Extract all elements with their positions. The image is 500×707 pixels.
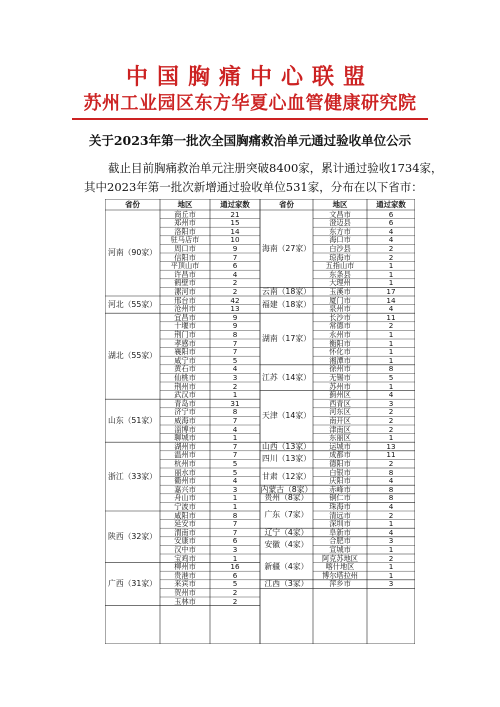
region-cell: 西青区 xyxy=(329,399,351,408)
count-cell: 5 xyxy=(232,468,238,477)
count-cell: 2 xyxy=(388,321,394,331)
count-cell: 1 xyxy=(232,554,238,563)
table-header-0: 省份 xyxy=(125,199,140,209)
count-cell: 1 xyxy=(232,390,238,400)
count-cell: 13 xyxy=(386,442,396,451)
count-cell: 3 xyxy=(388,399,394,408)
province-cell: 湖南（17家） xyxy=(262,334,311,344)
count-cell: 1 xyxy=(388,545,394,554)
region-cell: 深圳市 xyxy=(329,519,351,529)
count-cell: 7 xyxy=(232,339,238,348)
region-cell: 宝鸡市 xyxy=(174,554,196,563)
region-cell: 衡阳市 xyxy=(329,339,351,348)
region-cell: 贵港市 xyxy=(174,571,196,580)
region-cell: 铜仁市 xyxy=(329,493,351,503)
region-cell: 河东区 xyxy=(329,407,351,417)
region-cell: 东方市 xyxy=(329,227,351,236)
region-cell: 长沙市 xyxy=(329,313,351,322)
count-cell: 1 xyxy=(388,433,394,443)
region-cell: 苏州市 xyxy=(329,382,351,391)
count-cell: 2 xyxy=(232,597,238,606)
count-cell: 1 xyxy=(388,356,394,365)
region-cell: 庆阳市 xyxy=(329,476,351,486)
province-cell: 浙江（33家） xyxy=(108,471,157,481)
count-cell: 1 xyxy=(388,519,394,529)
province-cell: 广西（31家） xyxy=(108,579,157,589)
count-cell: 5 xyxy=(232,579,238,589)
region-cell: 舟山市 xyxy=(174,493,196,503)
region-cell: 大理州 xyxy=(329,278,351,288)
region-cell: 洛阳市 xyxy=(174,227,196,236)
count-cell: 14 xyxy=(386,296,396,305)
count-cell: 4 xyxy=(388,502,394,511)
region-cell: 泉州市 xyxy=(329,304,351,314)
count-cell: 3 xyxy=(232,373,238,382)
region-cell: 黄石市 xyxy=(174,364,196,374)
region-cell: 澄迈县 xyxy=(329,218,351,228)
region-cell: 运城市 xyxy=(329,442,351,451)
count-cell: 7 xyxy=(232,347,238,357)
region-cell: 十堰市 xyxy=(174,321,196,331)
province-cell: 海南（27家） xyxy=(262,243,311,253)
count-cell: 4 xyxy=(388,304,394,314)
region-cell: 阿克苏地区 xyxy=(322,554,358,563)
region-cell: 清远市 xyxy=(329,511,351,520)
count-cell: 2 xyxy=(388,554,394,563)
count-cell: 5 xyxy=(232,459,238,468)
region-cell: 文昌市 xyxy=(329,210,351,219)
count-cell: 5 xyxy=(232,356,238,365)
count-cell: 1 xyxy=(388,261,394,271)
count-cell: 6 xyxy=(388,218,394,228)
count-cell: 2 xyxy=(388,511,394,520)
region-cell: 平顶山市 xyxy=(170,261,200,271)
count-cell: 3 xyxy=(388,536,394,546)
region-cell: 信阳市 xyxy=(174,253,196,262)
region-cell: 琼海市 xyxy=(329,253,351,262)
province-cell: 山东（51家） xyxy=(108,415,157,425)
province-cell: 湖北（55家） xyxy=(108,351,157,361)
province-cell: 贵州（8家） xyxy=(264,493,309,503)
count-cell: 1 xyxy=(388,339,394,348)
count-cell: 17 xyxy=(386,287,396,296)
count-cell: 1 xyxy=(388,562,394,572)
count-cell: 16 xyxy=(230,562,240,572)
count-cell: 1 xyxy=(388,571,394,580)
province-cell: 河南（90家） xyxy=(108,248,157,258)
region-cell: 延安市 xyxy=(174,519,196,529)
region-cell: 襄阳市 xyxy=(174,347,196,357)
count-cell: 6 xyxy=(232,261,238,271)
region-cell: 驻马店市 xyxy=(170,235,200,245)
province-cell: 江苏（14家） xyxy=(262,372,311,382)
province-cell: 甘肃（12家） xyxy=(262,471,311,481)
province-cell: 天津（14家） xyxy=(262,411,311,421)
count-cell: 6 xyxy=(232,571,238,580)
region-cell: 商丘市 xyxy=(174,210,196,219)
count-cell: 2 xyxy=(388,425,394,434)
count-cell: 7 xyxy=(232,450,238,460)
region-cell: 怀化市 xyxy=(329,347,351,357)
count-cell: 10 xyxy=(230,235,240,245)
count-cell: 6 xyxy=(232,536,238,546)
region-cell: 安康市 xyxy=(174,536,196,546)
count-cell: 7 xyxy=(232,519,238,529)
region-cell: 济宁市 xyxy=(174,407,196,417)
header-divider xyxy=(72,118,428,120)
count-cell: 4 xyxy=(388,227,394,236)
region-cell: 漯河市 xyxy=(174,287,196,296)
province-cell: 新疆（4家） xyxy=(264,562,309,571)
region-cell: 淄博市 xyxy=(174,425,196,434)
count-cell: 1 xyxy=(388,270,394,279)
count-cell: 7 xyxy=(232,528,238,537)
region-cell: 白沙县 xyxy=(329,244,351,253)
count-cell: 5 xyxy=(388,373,394,382)
table-header-5: 通过家数 xyxy=(376,199,406,209)
count-cell: 4 xyxy=(388,476,394,486)
count-cell: 1 xyxy=(388,382,394,391)
count-cell: 6 xyxy=(388,210,394,219)
province-table xyxy=(105,199,415,644)
count-cell: 1 xyxy=(232,502,238,511)
count-cell: 13 xyxy=(230,304,240,314)
region-cell: 宜昌市 xyxy=(174,313,196,322)
province-cell: 安徽（4家） xyxy=(264,540,309,550)
count-cell: 3 xyxy=(232,485,238,494)
region-cell: 常德市 xyxy=(329,321,351,331)
count-cell: 2 xyxy=(232,588,238,597)
count-cell: 8 xyxy=(232,407,238,417)
count-cell: 1 xyxy=(388,347,394,357)
count-cell: 4 xyxy=(232,425,238,434)
count-cell: 2 xyxy=(388,253,394,262)
count-cell: 21 xyxy=(230,210,240,219)
region-cell: 武汉市 xyxy=(174,390,196,400)
count-cell: 11 xyxy=(386,450,396,460)
count-cell: 8 xyxy=(232,330,238,339)
region-cell: 郑州市 xyxy=(174,218,196,228)
region-cell: 东条县 xyxy=(329,270,351,279)
region-cell: 萍乡市 xyxy=(329,579,351,589)
province-cell: 广东（7家） xyxy=(264,510,309,520)
count-cell: 2 xyxy=(232,382,238,391)
count-cell: 14 xyxy=(230,227,240,236)
region-cell: 湘潭市 xyxy=(329,356,351,365)
count-cell: 7 xyxy=(232,416,238,425)
region-cell: 周口市 xyxy=(174,244,196,253)
region-cell: 五指山市 xyxy=(325,261,355,271)
region-cell: 合肥市 xyxy=(329,536,351,546)
region-cell: 博尔塔拉州 xyxy=(322,571,358,580)
province-cell: 内蒙古（8家） xyxy=(260,485,313,494)
table-header-2: 通过家数 xyxy=(220,199,250,209)
region-cell: 温州市 xyxy=(174,450,196,460)
count-cell: 2 xyxy=(388,244,394,253)
org-title-local: 苏州工业园区东方华夏心血管健康研究院 xyxy=(83,93,417,114)
province-cell: 云南（18家） xyxy=(262,287,311,296)
region-cell: 丽水市 xyxy=(174,468,196,477)
count-cell: 11 xyxy=(386,313,396,322)
province-cell: 陕西（32家） xyxy=(108,531,157,541)
province-cell: 辽宁（4家） xyxy=(264,528,309,537)
count-cell: 2 xyxy=(388,459,394,468)
region-cell: 厦门市 xyxy=(329,296,351,305)
province-cell: 山西（13家） xyxy=(262,442,311,451)
org-title-cn: 中国胸痛中心联盟 xyxy=(125,64,374,90)
region-cell: 荆门市 xyxy=(174,330,196,339)
region-cell: 阜新市 xyxy=(329,528,351,537)
region-cell: 珠海市 xyxy=(329,502,351,511)
region-cell: 咸宁市 xyxy=(174,356,196,365)
count-cell: 4 xyxy=(232,476,238,486)
region-cell: 衢州市 xyxy=(174,476,196,486)
province-cell: 河北（55家） xyxy=(108,299,157,309)
region-cell: 孝感市 xyxy=(174,339,196,348)
province-cell: 江西（3家） xyxy=(264,579,309,589)
count-cell: 8 xyxy=(388,468,394,477)
region-cell: 汉中市 xyxy=(174,545,196,554)
count-cell: 1 xyxy=(388,330,394,339)
region-cell: 宁波市 xyxy=(174,502,196,511)
region-cell: 威海市 xyxy=(174,416,196,425)
count-cell: 8 xyxy=(388,493,394,503)
region-cell: 荆州市 xyxy=(174,382,196,391)
region-cell: 赤峰市 xyxy=(329,485,351,494)
region-cell: 柳州市 xyxy=(174,562,196,572)
region-cell: 沧州市 xyxy=(174,304,196,314)
region-cell: 许昌市 xyxy=(174,270,196,279)
region-cell: 南开区 xyxy=(329,416,351,425)
region-cell: 宣城市 xyxy=(329,545,351,554)
region-cell: 无锡市 xyxy=(329,373,351,382)
region-cell: 鹤壁市 xyxy=(174,278,196,288)
region-cell: 青岛市 xyxy=(174,399,196,408)
count-cell: 8 xyxy=(388,485,394,494)
count-cell: 31 xyxy=(230,399,240,408)
region-cell: 咸阳市 xyxy=(174,511,196,520)
count-cell: 4 xyxy=(232,364,238,374)
province-cell: 福建（18家） xyxy=(262,299,311,309)
region-cell: 玉溪市 xyxy=(329,287,351,296)
count-cell: 15 xyxy=(230,218,240,228)
count-cell: 9 xyxy=(232,321,238,331)
region-cell: 蓟州区 xyxy=(329,390,351,400)
region-cell: 东丽区 xyxy=(329,433,351,443)
region-cell: 聊城市 xyxy=(174,433,196,443)
count-cell: 7 xyxy=(232,442,238,451)
region-cell: 海口市 xyxy=(329,235,351,245)
region-cell: 贺州市 xyxy=(174,588,196,597)
count-cell: 1 xyxy=(388,278,394,288)
table-header-3: 省份 xyxy=(279,199,294,209)
count-cell: 3 xyxy=(388,579,394,589)
region-cell: 成都市 xyxy=(329,450,351,460)
region-cell: 永州市 xyxy=(329,330,351,339)
count-cell: 9 xyxy=(232,244,238,253)
region-cell: 玉林市 xyxy=(174,597,196,606)
region-cell: 德阳市 xyxy=(329,459,351,468)
count-cell: 2 xyxy=(388,416,394,425)
region-cell: 仙桃市 xyxy=(174,373,196,382)
count-cell: 1 xyxy=(232,433,238,443)
count-cell: 2 xyxy=(232,278,238,288)
notice-paragraph-2: 其中2023年第一批次新增通过验收单位531家，分布在以下省市： xyxy=(84,180,423,194)
table-header-1: 地区 xyxy=(177,199,193,209)
region-cell: 杭州市 xyxy=(174,459,196,468)
province-cell: 四川（13家） xyxy=(262,454,311,464)
region-cell: 邢台市 xyxy=(174,296,196,305)
region-cell: 来宾市 xyxy=(174,579,196,589)
region-cell: 渭南市 xyxy=(174,528,196,537)
notice-paragraph-1: 截止目前胸痛救治单元注册突破8400家，累计通过验收1734家， xyxy=(108,161,443,175)
region-cell: 徐州市 xyxy=(329,364,351,374)
region-cell: 湖州市 xyxy=(174,442,196,451)
notice-title: 关于2023年第一批次全国胸痛救治单元通过验收单位公示 xyxy=(88,133,412,148)
count-cell: 2 xyxy=(232,287,238,296)
count-cell: 2 xyxy=(388,407,394,417)
count-cell: 4 xyxy=(388,528,394,537)
count-cell: 7 xyxy=(232,253,238,262)
count-cell: 42 xyxy=(230,296,240,305)
region-cell: 嘉兴市 xyxy=(174,485,196,494)
count-cell: 4 xyxy=(388,390,394,400)
count-cell: 4 xyxy=(232,270,238,279)
count-cell: 9 xyxy=(232,313,238,322)
region-cell: 白银市 xyxy=(329,468,351,477)
count-cell: 8 xyxy=(232,511,238,520)
count-cell: 8 xyxy=(388,364,394,374)
region-cell: 喀什地区 xyxy=(325,562,355,572)
count-cell: 3 xyxy=(232,545,238,554)
count-cell: 1 xyxy=(232,493,238,503)
count-cell: 4 xyxy=(388,235,394,245)
region-cell: 津南区 xyxy=(329,425,351,434)
table-header-4: 地区 xyxy=(332,199,348,209)
